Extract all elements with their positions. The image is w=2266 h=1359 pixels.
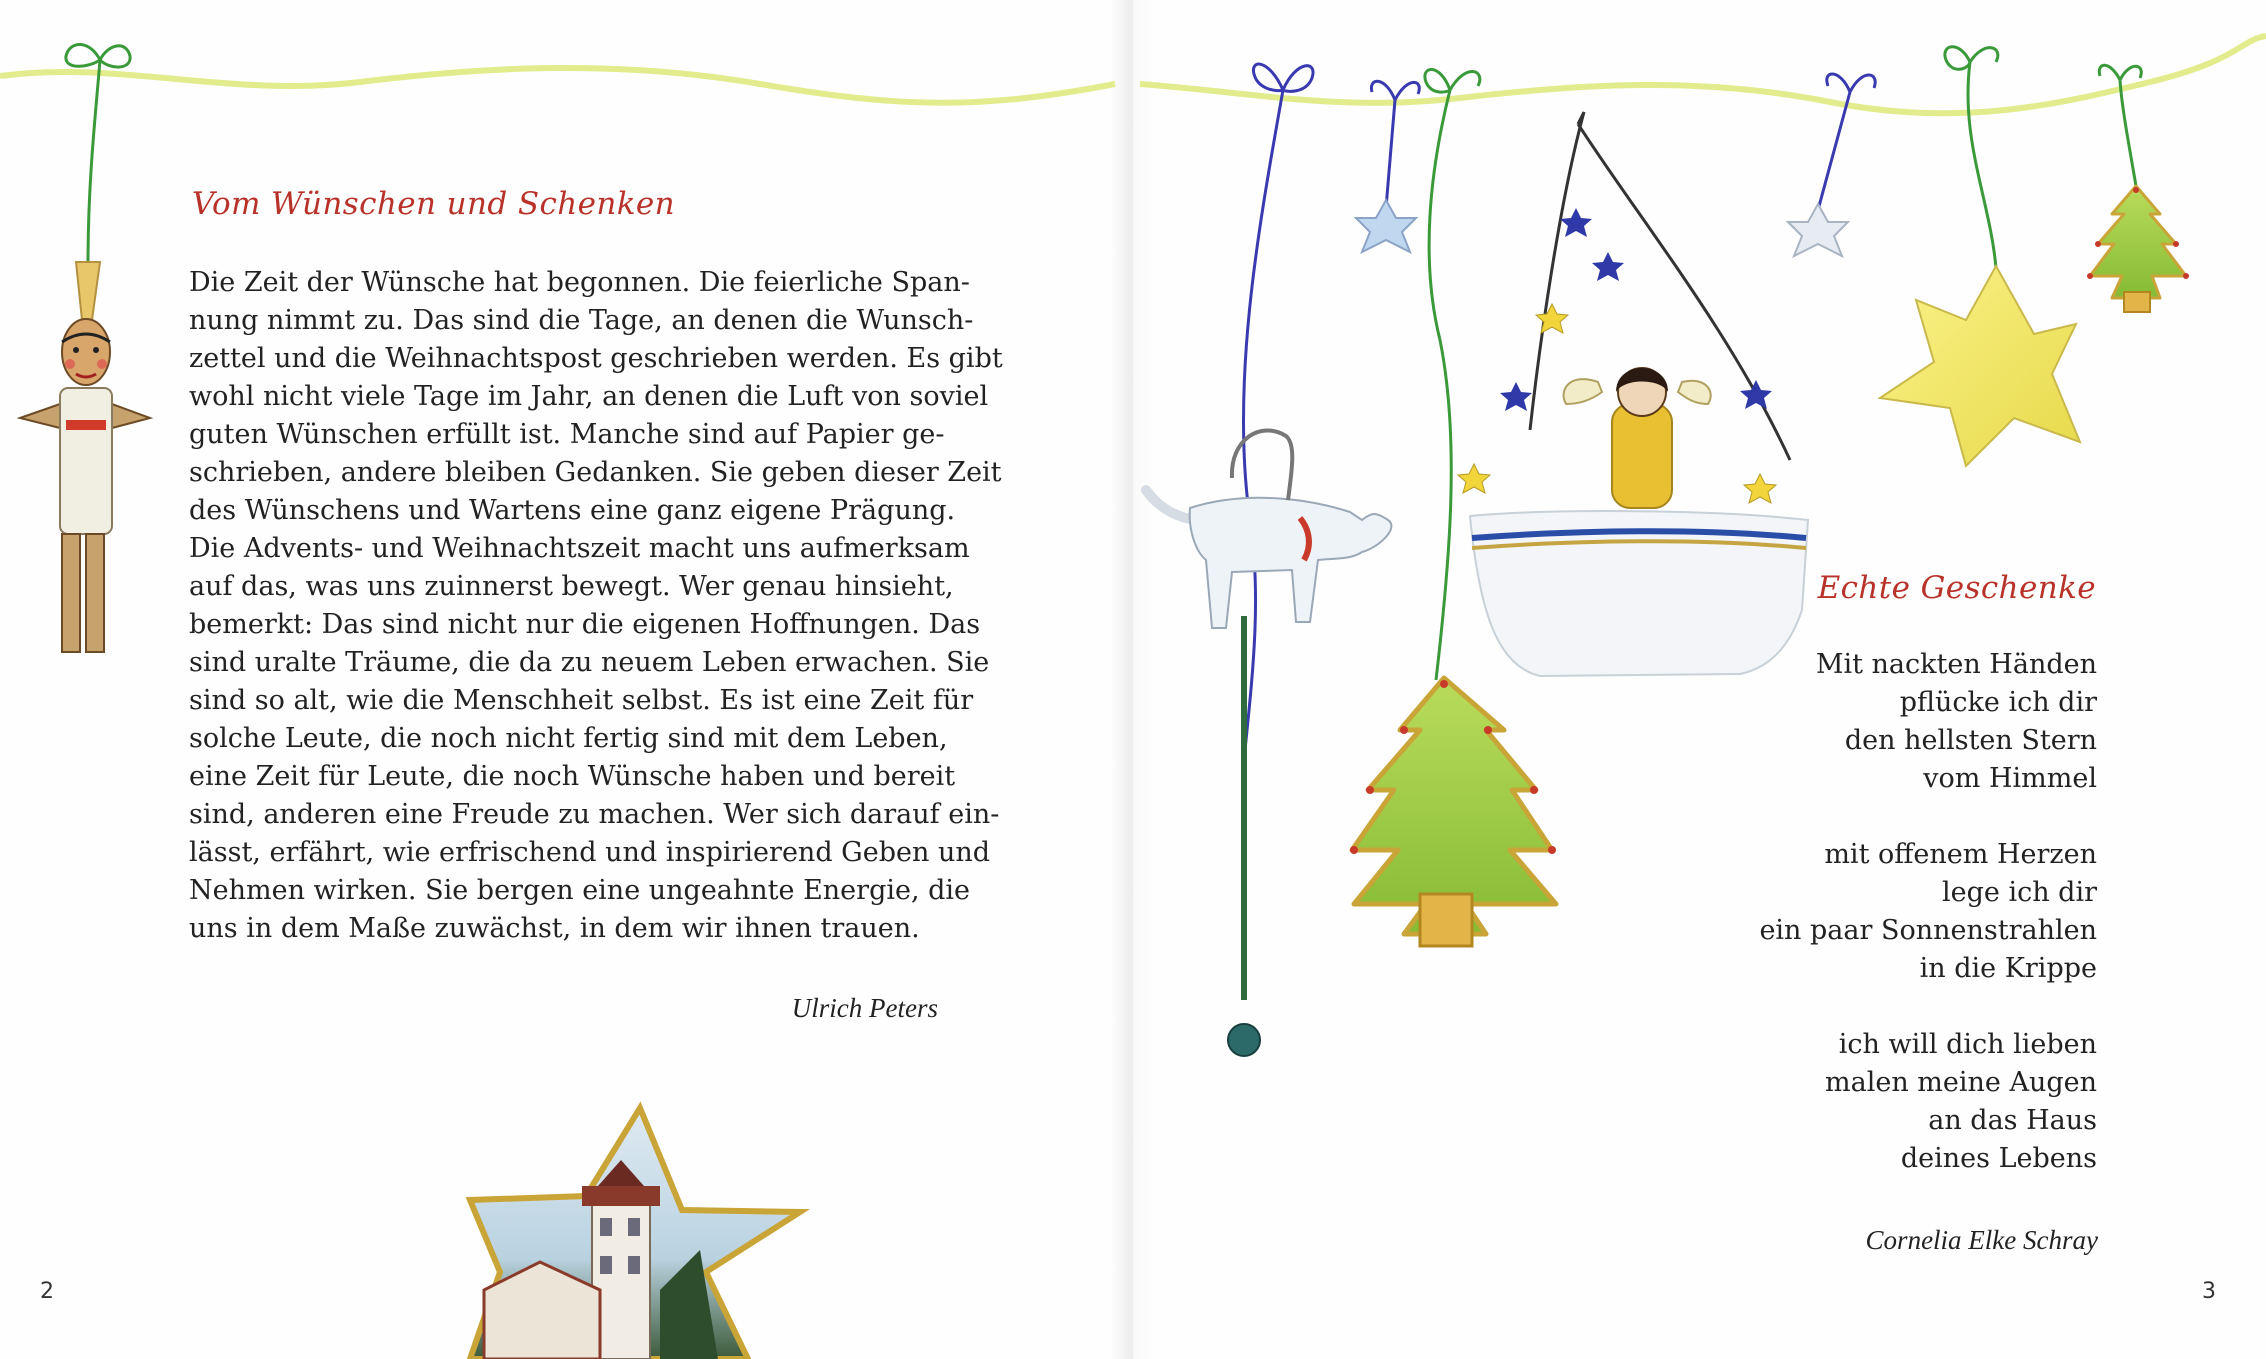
paragraph-line: lässt, erfährt, wie erfrischend und inspirierend Geben und	[189, 837, 991, 868]
christmas-tree-ornament	[1350, 678, 1556, 946]
right-page-heading: Echte Geschenke	[1817, 570, 2096, 606]
poem-stanza	[1577, 1026, 2097, 1178]
paragraph-line: sind, anderen eine Freude zu machen. Wer sich darauf ein-	[189, 799, 1000, 830]
poem-line: den hellsten Stern	[1844, 725, 2097, 756]
paragraph-line: sind uralte Träume, die da zu neuem Leben erwachen. Sie	[189, 647, 990, 678]
poem-line: ich will dich lieben	[1838, 1029, 2097, 1060]
poem-line: pflücke ich dir	[1899, 687, 2097, 718]
small-tree-ornament	[2087, 186, 2189, 312]
poem-line: vom Himmel	[1923, 763, 2097, 794]
page-number-right: 3	[2202, 1279, 2216, 1304]
left-page-paragraph	[189, 264, 1003, 948]
paragraph-line: bemerkt: Das sind nicht nur die eigenen Hoffnungen. Das	[189, 609, 981, 640]
poem-line: an das Haus	[1928, 1105, 2097, 1136]
poem-line: lege ich dir	[1941, 877, 2097, 908]
nutcracker-figure	[20, 44, 150, 652]
garland-left	[0, 68, 1115, 103]
poem-stanza	[1577, 836, 2097, 988]
right-page-author: Cornelia Elke Schray	[1865, 1225, 2098, 1255]
paragraph-line: des Wünschens und Wartens eine ganz eigene Prägung.	[189, 495, 956, 526]
dog-on-stick-ornament	[1146, 430, 1391, 1056]
paragraph-line: uns in dem Maße zuwächst, in dem wir ihnen trauen.	[189, 913, 920, 944]
poem-line: ein paar Sonnenstrahlen	[1759, 915, 2097, 946]
angel-gondola-ornament	[1458, 208, 1808, 676]
paragraph-line: sind so alt, wie die Menschheit selbst. Es ist eine Zeit für	[189, 685, 974, 716]
paragraph-line: zettel und die Weihnachtspost geschrieben werden. Es gibt	[189, 343, 1003, 374]
paragraph-line: guten Wünschen erfüllt ist. Manche sind auf Papier ge-	[189, 419, 945, 450]
paragraph-line: nung nimmt zu. Das sind die Tage, an denen die Wunsch-	[189, 305, 974, 336]
paragraph-line: wohl nicht viele Tage im Jahr, an denen die Luft von soviel	[189, 381, 989, 412]
paragraph-line: solche Leute, die noch nicht fertig sind mit dem Leben,	[189, 723, 948, 754]
paragraph-line: auf das, was uns zuinnerst bewegt. Wer genau hinsieht,	[189, 571, 954, 602]
paragraph-line: eine Zeit für Leute, die noch Wünsche haben und bereit	[189, 761, 956, 792]
left-page-author: Ulrich Peters	[791, 993, 938, 1023]
paragraph-line: Die Advents- und Weihnachtszeit macht uns aufmerksam	[189, 533, 970, 564]
page-number-left: 2	[40, 1279, 54, 1304]
left-page-heading: Vom Wünschen und Schenken	[192, 186, 675, 222]
poem-line: Mit nackten Händen	[1815, 649, 2097, 680]
paragraph-line: Die Zeit der Wünsche hat begonnen. Die feierliche Span-	[189, 267, 970, 298]
paragraph-line: schrieben, andere bleiben Gedanken. Sie geben dieser Zeit	[189, 457, 1002, 488]
poem-line: in die Krippe	[1919, 953, 2097, 984]
poem-line: deines Lebens	[1900, 1143, 2097, 1174]
castle-star-ornament	[470, 1108, 800, 1359]
poem-line: malen meine Augen	[1825, 1067, 2097, 1098]
poem-stanza	[1577, 646, 2097, 798]
poem-line: mit offenem Herzen	[1824, 839, 2097, 870]
yellow-paper-star	[1880, 266, 2080, 466]
paragraph-line: Nehmen wirken. Sie bergen eine ungeahnte Energie, die	[189, 875, 971, 906]
garland-right	[1140, 36, 2266, 113]
blue-star-ornament	[1356, 200, 1416, 252]
poem	[1577, 646, 2097, 1216]
silver-star-ornament	[1788, 204, 1848, 256]
